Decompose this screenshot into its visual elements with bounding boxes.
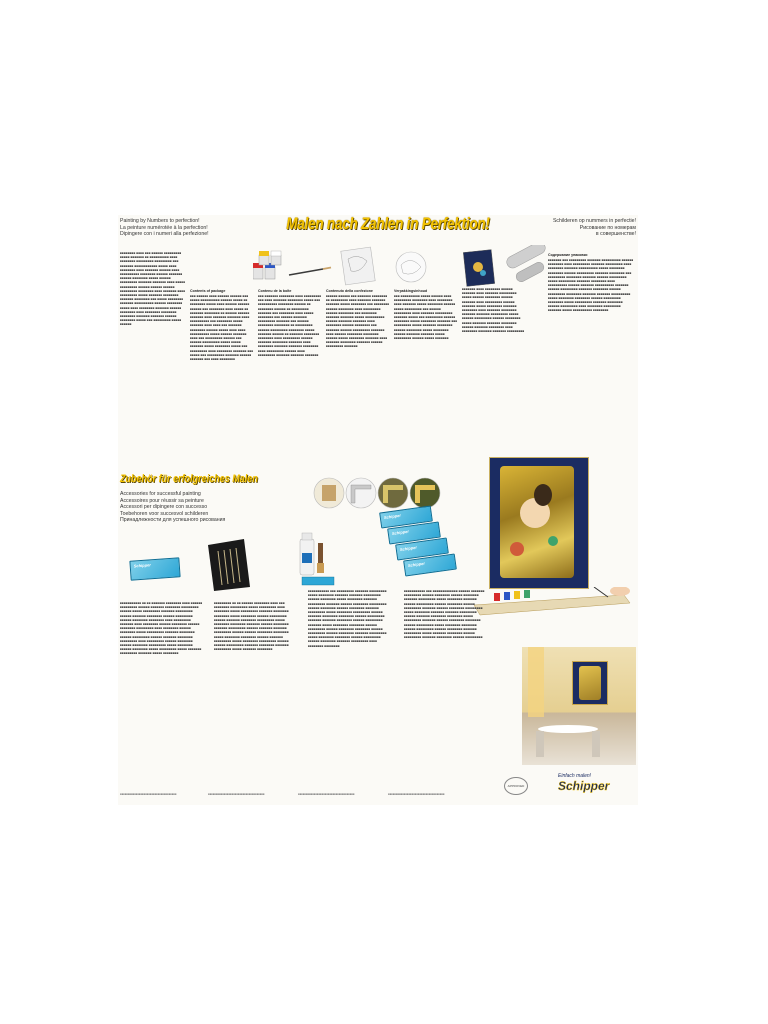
accessories-title: Zubehör für erfolgreiches Malen [120, 473, 258, 485]
header-right-line: Рисование по номерам [579, 224, 636, 231]
contents-heading-ru: Содержание упаковки [548, 253, 588, 257]
header-left-line: Painting by Numbers to perfection! [120, 218, 200, 224]
frame-sample-icon [410, 478, 440, 508]
footer-note: ■■■■■■■■■■■■■■■■■■■■■■■■■■■■■■■■■■■■ [388, 793, 445, 796]
header-right-line: в совершенстве! [595, 231, 636, 237]
contents-heading-nl: Verpakkingsinhoud [394, 289, 428, 293]
column-russian: Содержание упаковки ■■■■■■■ ■■■ ■■■■■■■■■ ■■■■■■■ ■■■■■■■■■■ ■■■■■■ ■■■■■■■■ ■■■■ ■■■■■■■■■ ■■■■■■■ ■■■■■■■■■ ■■■■ ■■■■■■■■ ■■■■■■■ ■■■■■■■■■■ ■■■■■ ■■■■■■■■ ■■■■■■■■ ■■■■■■ ■■■■■■■■■ ■■■■■■■ ■■■■■■■■ ■■■ ■■■■■■■■■ ■■■■■■■■ ■■■■■■■ ■■■■■■ ■■■■■■■■■ ■■■■■ ■■■■■■■■■ ■■■■■■■ ■■■■■■■■ ■■■■ ■■■■■■■■■■ ■■■■■■ ■■■■■■■ ■■■■■■■■■■ ■■■■■■■ ■■■■■■ ■■■■■■■■■ ■■■■■■■ ■■■■■■■■ ■■■■■■ ■■■■■■■■■ ■■■■■■■■ ■■■■■■■ ■■■■■■■ ■■■■■■■■■■ ■■■■■ ■■■■■■■■ ■■■■■■■■ ■■■■■■ ■■■■■■■■■ ■■■■■■■■ ■■■■■ ■■■■■■■■■ ■■■■■■■ ■■■■■■■■ ■■■■■■ ■■■■■■■■■ ■■■■ ■■■■■■■■ ■■■■■■■■■ ■■■■■■■ ■■■■■ ■■■■■■■■■■ ■■■■■■■■ [548, 253, 634, 313]
frame-sample-icon [346, 478, 376, 508]
contents-heading-fr: Contenu de la boîte [258, 289, 292, 293]
control-template-icon [396, 252, 426, 282]
frame-box: Schipper [387, 521, 441, 544]
accessories-text-3: ■■■■■■■■■■■ ■■■ ■■■■■■■■■ ■■■■■■■ ■■■■■■■■■ ■■■■■ ■■■■■■■■ ■■■■■■■ ■■■■■■■ ■■■■■■■■■ ■■■■■■ ■■■■■■■■ ■■■■■ ■■■■■■■■ ■■■■■■■ ■■■■■■■■■ ■■■■■■■ ■■■■■■ ■■■■■■■■ ■■■■■■■■■ ■■■■■■ ■■■■■■■■ ■■■■■■ ■■■■■■■■ ■■■■■■■ ■■■■■■■■■ ■■■■■ ■■■■■■■■ ■■■■■■■■■ ■■■■■■ ■■■■■■■ ■■■■■■■■ ■■■■■■■■ ■■■■■■ ■■■■■■■■■ ■■■■■■■ ■■■■■■■ ■■■■■■■■ ■■■■■■ ■■■■■■■■■ ■■■■■■■ ■■■■■ ■■■■■■■■ ■■■■■■■■ ■■■■■■ ■■■■■■■■■ ■■■■■■ ■■■■■■■■ ■■■■■■■■ ■■■■■■ ■■■■■■■■■ ■■■■■■ ■■■■■■■■ ■■■■■■■ ■■■■■■■■■ ■■■■■ ■■■■■■■■ ■■■■■■■■ ■■■■■■ ■■■■■■■■■ ■■■■■■ ■■■■■■■■ ■■■■■■■ ■■■■■■■■■ ■■■■ ■■■■■■■■ ■■■■■■■■ [308, 589, 387, 648]
accessories-subtitles [120, 491, 225, 524]
brush-icon [289, 268, 331, 276]
brush-set-illustration [204, 537, 254, 593]
accessories-subtitle: Принадлежности для успешного рисования [120, 517, 226, 524]
column-english: Contents of package ■■■ ■■■■■■ ■■■■ ■■■■■■ ■■■■■■ ■■■ ■■■■■ ■■■■■■■■■■ ■■■■■■ ■■■■■ ■■ ■■■■■■■■ ■■■■■ ■■■■ ■■■■■■ ■■■■■■ ■■■■■■ ■■■ ■■■■■■■■ ■■■■ ■■■■■ ■■ ■■■■■■■ ■■■■■■■■ ■■ ■■■■■■ ■■■■■■ ■■■■■■■ ■■■■ ■■■■■■■ ■■■■■■■ ■■■■ ■■■■■■■■■■ ■■■ ■■■■■■■■ ■■■■■ ■■■■■■■ ■■■■ ■■■■ ■■■ ■■■■■■■ ■■■■■■■■ ■■■■■■ ■■■■■ ■■■■ ■■■■ ■■■■■■■■■■ ■■■■■ ■■■■■■ ■■■■■■■ ■■■■ ■■■ ■■■■■■■■■ ■■■■■■ ■■■ ■■■■■■ ■■■■■■■■■ ■■■■■ ■■■■■ ■■■■■■■ ■■■■■ ■■■■■■■■ ■■■■■ ■■■ ■■■■■■■■■ ■■■■ ■■■■■■■■ ■■■■■■■ ■■■ ■■■■■ ■■■ ■■■■■■■■■ ■■■■■■■ ■■■■■■ ■■■■■■■ ■■■ ■■■■ ■■■■■■■■ [190, 289, 254, 362]
main-title: Malen nach Zahlen in Perfektion! [286, 215, 490, 233]
column-dutch-2: ■■■■■■■ ■■■■ ■■■■■■■■ ■■■■■■ ■■■■■■■ ■■■■ ■■■■■■■ ■■■■■■■■■ ■■■■■ ■■■■■■ ■■■■■■■■ ■■■■■■ ■■■■■■■ ■■■■ ■■■■■■■■■ ■■■■■■ ■■■■■■■ ■■■■■ ■■■■■■■■ ■■■■■■■ ■■■■■■■■ ■■■■ ■■■■■■■ ■■■■■■■■ ■■■■■■■ ■■■■■■■ ■■■■■■■■■ ■■■■■ ■■■■■■ ■■■■■■■■■ ■■■■■■ ■■■■■■■■ ■■■■■ ■■■■■■■ ■■■■■■■ ■■■■■■■■ ■■■■■■ ■■■■■■■ ■■■■■■■■ ■■■■ ■■■■■■■■ ■■■■■■■ ■■■■■■■ ■■■■■■■■■ [462, 287, 525, 334]
frame-box: Schipper [403, 553, 457, 576]
frame-sample-icon [378, 478, 408, 508]
header-right-line: Schilderen op nummers in perfectie! [552, 218, 636, 224]
header-right-languages [541, 218, 636, 238]
approved-seal: APPROVED [504, 777, 528, 795]
column-dutch: Verpakkingsinhoud ■■■ ■■■■■■■■■■ ■■■■■ ■■■■■■ ■■■■ ■■■■■■■■■ ■■■■■■■■ ■■■■ ■■■■■■■■ ■■■■ ■■■■■■■ ■■■■■ ■■■■■■■■ ■■■■■■ ■■■■■ ■■■■■■■■■ ■■■ ■■■■■■ ■■■■■■■■■ ■■■■ ■■■■■■■ ■■■■■■■■■ ■■■■■■■ ■■■■■ ■■■ ■■■■■■■■■ ■■■■■■ ■■■■■■■■ ■■■■■ ■■■■■■■■ ■■■■■■■ ■■■ ■■■■■■■■■ ■■■■■ ■■■■■■■ ■■■■■■■■ ■■■■■■ ■■■■■■■■ ■■■■■ ■■■■■■■■ ■■■■■■ ■■■■■■■ ■■■■■■■ ■■■■■ ■■■■■■■■■ ■■■■■■ ■■■■■ ■■■■■■■ [394, 289, 458, 341]
header-left-line: La peinture numérotée à la perfection! [120, 224, 208, 231]
framed-painting [572, 661, 608, 705]
painting-board-roll-icon [505, 245, 548, 283]
brand-name: Schipper [558, 779, 610, 793]
brand-logo [558, 773, 636, 797]
accessories-text-2: ■■■■■■■■■ ■■ ■■ ■■■■■■ ■■■■■■■■ ■■■■ ■■■ ■■■■■■■■ ■■■■■■■■■ ■■■■■ ■■■■■■■■■ ■■■■ ■■■■■■■■ ■■■■■ ■■■■■■■■■ ■■■■■■■ ■■■■■■■■ ■■■■■■■■ ■■■■■ ■■■■■■■■ ■■■■■■ ■■■■■■■■■ ■■■■■■ ■■■■■■■ ■■■■■■■■ ■■■■■■■■■ ■■■■■ ■■■■■■■■ ■■■■■■■■ ■■■■■■■ ■■■■■■ ■■■■■■■■ ■■■■■■■ ■■■■■■■■■ ■■■■■■ ■■■■■■■ ■■■■■■■ ■■■■■■■■■ ■■■■■■ ■■■■■■ ■■■■■■■■ ■■■■■■■■ ■■■■■ ■■■■■■■■ ■■■■■■■■ ■■■■■■ ■■■■■■■ ■■■■■■■■■ ■■■■■ ■■■■■■■■ ■■■■■■■■■ ■■■■■■ ■■■■■■ ■■■■■■■■■ ■■■■■■■ ■■■■■■■■ ■■■■■■■ ■■■■■■■■■ ■■■■■ ■■■■■■■ ■■■■■■■■ [214, 601, 289, 652]
accessories-subtitle: Accessori per dipingere con successo [120, 504, 208, 511]
contents-heading-en: Contents of package [190, 289, 226, 293]
painting-tray-illustration [474, 587, 634, 627]
accessories-subtitle: Toebehoren voor succesvol schilderen [120, 510, 209, 517]
frame-box: Schipper [395, 537, 449, 560]
footer-note: ■■■■■■■■■■■■■■■■■■■■■■■■■■■■■■■■■■■■ [298, 793, 355, 796]
artwork-painting [489, 457, 589, 589]
column-french: Contenu de la boîte ■■■ ■■■■■■■ ■■■■■■■■ ■■■■ ■■■■■■■■■ ■■■ ■■■■ ■■■■■■■ ■■■■■■■■ ■■■■■ ■■■ ■■■■■■■■■■ ■■■■■■■■ ■■■■■■ ■■ ■■■■■■■■ ■■■■■■ ■■ ■■■■■■■■■ ■■■■■■■ ■■■ ■■■■■■■■ ■■■■ ■■■■■ ■■■■■■■■ ■■■ ■■■■■■ ■■■■■■■ ■■■■■■■■■ ■■■■■■■ ■■■ ■■■■■■ ■■■■■■■■ ■■■■■■■■ ■■ ■■■■■■■■■ ■■■■■■ ■■■■■■■■■ ■■■■■■■■ ■■■■■ ■■■■■■■ ■■■■■■ ■■ ■■■■■■■ ■■■■■■■■ ■■■■■■■■ ■■■■ ■■■■■■■■■ ■■■■■■ ■■■■■■■ ■■■■■■■■ ■■■■■■■ ■■■■ ■■■■■■■■ ■■■■■■■ ■■■■■■■ ■■■■■■■■ ■■■■ ■■■■■■■■■ ■■■■■■ ■■■■ ■■■■■■■■■ ■■■■■■■ ■■■■■■■ ■■■■■■■ [258, 289, 322, 357]
accessories-subtitle: Accessories for successful painting [120, 491, 201, 497]
footer-note: ■■■■■■■■■■■■■■■■■■■■■■■■■■■■■■■■■■■■ [120, 793, 177, 796]
varnish-and-brush-illustration [296, 531, 340, 587]
contents-heading-it: Contenuto della confezione [326, 289, 373, 293]
paint-pots-icon [253, 251, 281, 279]
brush-set-box: Schipper [129, 557, 180, 580]
header-left-languages [120, 218, 215, 238]
room-scene-photo [522, 647, 636, 765]
header-left-line: Dipingere con i numeri alla perfezione! [120, 231, 209, 237]
template-icon [341, 247, 375, 285]
accessories-subtitle: Accessoires pour réussir sa peinture [120, 497, 204, 504]
frame-box: Schipper [379, 505, 433, 528]
instruction-sheet [118, 215, 638, 805]
brand-tagline: Einfach malen! [558, 773, 592, 779]
column-german: ■■■■■■■■ ■■■■ ■■■ ■■■■■■ ■■■■■■■■■ ■■■■■ ■■■■■■■ ■■ ■■■■■■■■■■ ■■■■ ■■■■■■■■ ■■■■■■■■■ ■■■■■■■■■ ■■■ ■■■■■■■ ■■■■■■■■■■■■ ■■■■■ ■■■■ ■■■■■■■■ ■■■■ ■■■■■■■ ■■■■■■ ■■■■ ■■■■■■■■■■ ■■■■■■■■ ■■■■■■ ■■■■■■■ ■■■■■■ ■■■■■■■■ ■■■■■ ■■■■■■ ■■■■■■■■■ ■■■■■■■ ■■■■■■■ ■■■■ ■■■■■ ■■■■■■■■■ ■■■■■■ ■■■■■■ ■■■■■■ ■■■■■■■■■ ■■■■■■■■ ■■■■ ■■■■■■■ ■■■■ ■■■■■■■■■ ■■■■■ ■■■■■■■ ■■■■■■■■ ■■■■■■■ ■■■■■■■■ ■■■ ■■■■■ ■■■■■■■■ ■■■■■■■ ■■■■■■■■■■ ■■■■■■ ■■■■■■■■ ■■■■■ ■■■■ ■■■■■■■■ ■■■■■■■ ■■■■■■ ■■■■■■■■ ■■■■ ■■■■■■■■ ■■■■■■■■ ■■■■■■■■ ■■■■■■■ ■■■■■■■ ■■■■■■ ■■■■■■■■ ■■■■■ ■■■ ■■■■■■■■■ ■■■■■ ■■■■■■ [120, 251, 186, 327]
footer-note: ■■■■■■■■■■■■■■■■■■■■■■■■■■■■■■■■■■■■ [208, 793, 265, 796]
instructions-booklet-icon [463, 250, 494, 287]
accessories-text-4: ■■■■■■■■■■■ ■■■ ■■■■■■■■■■■■■ ■■■■■■ ■■■■■■■ ■■■■■■■■■ ■■■■■■ ■■■■■■■■ ■■■■■■ ■■■■■■■■ ■■■■■■■ ■■■■■■■■■ ■■■■■ ■■■■■■■■ ■■■■■■■ ■■■■■■ ■■■■■■■■■ ■■■■■■ ■■■■■■■■ ■■■■■■ ■■■■■■■■■ ■■■■■■■ ■■■■■■ ■■■■■■■■ ■■■■■■■■■ ■■■■■ ■■■■■■■■ ■■■■■■■ ■■■■■■■ ■■■■■■■■■ ■■■■■■ ■■■■■■■ ■■■■■■■■ ■■■■■■■■ ■■■■■ ■■■■■■■■■ ■■■■■■■ ■■■■■■ ■■■■■■■■ ■■■■■■■■ ■■■■■■ ■■■■■■■■■ ■■■■■ ■■■■■■■■ ■■■■■■■■ ■■■■■■ ■■■■■■■■■ ■■■■■■ ■■■■■■■■ ■■■■■■■ ■■■■■■■■■ ■■■■■ ■■■■■■■ ■■■■■■■■ ■■■■■■ ■■■■■■■■■ ■■■■■■■ ■■■■■■■■ ■■■■■■ ■■■■■■■■■ [404, 589, 485, 640]
accessories-text-1: ■■■■■■■■■■■ ■■ ■■ ■■■■■■■ ■■■■■■■■ ■■■■ ■■■■■■ ■■■■■■■■■ ■■■■■■ ■■■■■■■ ■■■■■■■■ ■■■■■■■■■ ■■■■■■ ■■■■■ ■■■■■■■■■ ■■■■■■■ ■■■■■■■■■ ■■■■■■ ■■■■■■■ ■■■■■■■■ ■■■■■■ ■■■■■■■■■ ■■■■■■ ■■■■■■■■ ■■■■■■■■ ■■■■ ■■■■■■■■■ ■■■■■■■ ■■■■ ■■■■■■■■ ■■■■■■ ■■■■■■■■ ■■■■■■ ■■■■■■■■ ■■■■■■■■■ ■■■■ ■■■■■■■■ ■■■■■■ ■■■■■■■■ ■■■■■ ■■■■■■■■■ ■■■■■■■ ■■■■■■■■ ■■■■■■ ■■■■■■■■■ ■■■■■■ ■■■■■■■ ■■■■■■■■ ■■■■■■■■■ ■■■■ ■■■■■■■■■ ■■■■■■ ■■■■■■■■ ■■■■■■ ■■■■■■■■ ■■■■■■■■■ ■■■■■ ■■■■■■■■ ■■■■■■ ■■■■■■■■ ■■■■■ ■■■■■■■■■ ■■■■■ ■■■■■■■ ■■■■■■■■■ ■■■■■■■ ■■■■■ ■■■■■■■■ [120, 601, 203, 656]
column-italian: Contenuto della confezione ■■■■■■ ■■■■■■ ■■■ ■■■■■■■ ■■■■■■■■ ■■ ■■■■■■■■■ ■■■■ ■■■■■■■ ■■■■■■■ ■■■■■■■ ■■■■■ ■■■■■■■■ ■■■ ■■■■■■■■ ■■■■■■ ■■■■■■■■ ■■■■ ■■■■■■■■■ ■■■■■■ ■■■■■■■■ ■■■ ■■■■■■■■ ■■■■■■■ ■■■■■■■ ■■■■■ ■■■■■■■■■■ ■■■■■■ ■■■■■■■ ■■■■■■■ ■■■■ ■■■■■■■■ ■■■■■■ ■■■■■■■■ ■■■ ■■■■■■■ ■■■■■■ ■■■■■■■■■ ■■■■■■■ ■■■■ ■■■■■■ ■■■■■■■■ ■■■■■■■■ ■■■■■■ ■■■■■ ■■■■■■■■ ■■■■■■■ ■■■■ ■■■■■■■ ■■■■■■■■ ■■■■■■■ ■■■■■■ ■■■■■■■■■ ■■■■■■■ [326, 289, 390, 349]
